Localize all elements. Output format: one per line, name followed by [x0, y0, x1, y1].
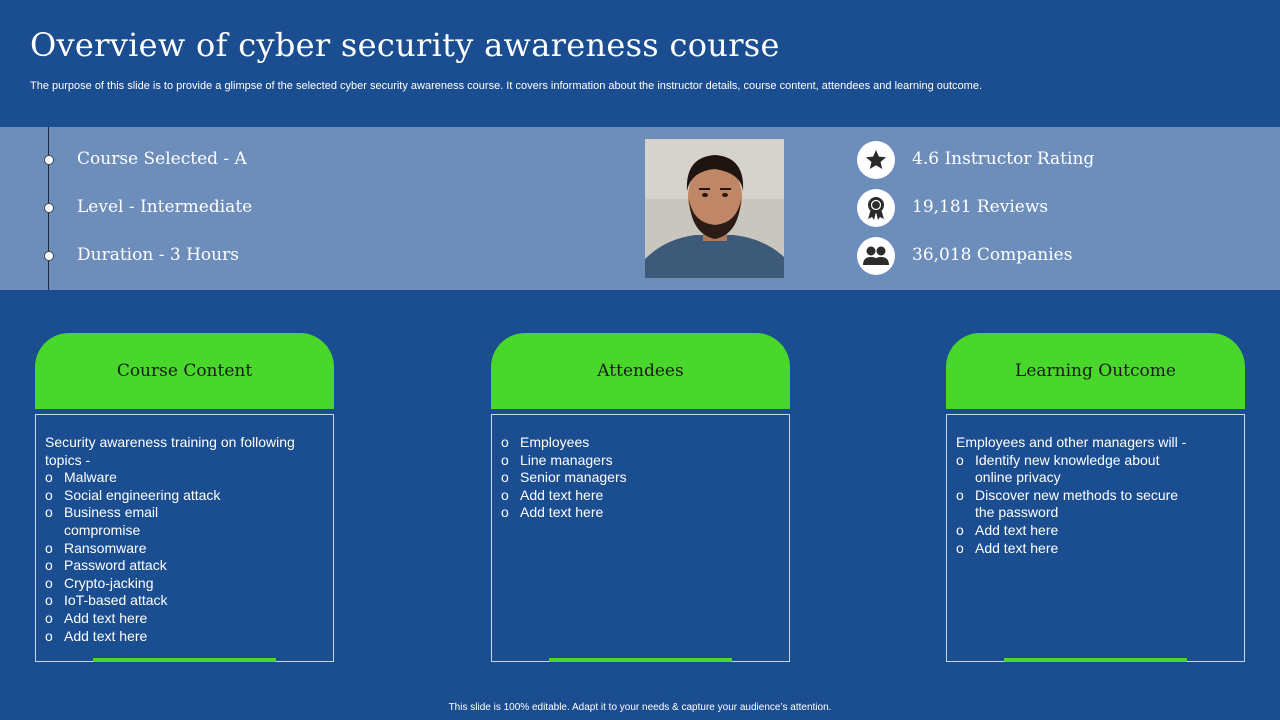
- list-item: o Crypto-jacking: [45, 575, 324, 593]
- timeline-dot: [44, 155, 54, 165]
- reviews-count-text: 19,181 Reviews: [912, 197, 1049, 217]
- attendees-heading: Attendees: [597, 361, 684, 381]
- course-content-intro: Security awareness training on following topics -: [45, 434, 295, 468]
- list-item: o Business email compromise: [45, 504, 184, 539]
- star-icon: [857, 141, 895, 179]
- learning-outcome-header: [946, 333, 1245, 409]
- attendees-accent-bar: [549, 658, 732, 662]
- list-item: o Line managers: [501, 452, 780, 470]
- instructor-photo: [645, 139, 784, 278]
- timeline-dot: [44, 203, 54, 213]
- slide-subtitle: The purpose of this slide is to provide a glimpse of the selected cyber security awareness course. It covers information about the instructor details, course content, attendees and learning outcome.: [30, 80, 983, 92]
- instructor-portrait-icon: [645, 139, 784, 278]
- list-item: o Add text here: [45, 610, 324, 628]
- course-content-header: [35, 333, 334, 409]
- course-selected-text: Course Selected - A: [77, 149, 247, 169]
- attendees-list: [501, 434, 780, 522]
- learning-outcome-heading: Learning Outcome: [1015, 361, 1176, 381]
- list-item: o Malware: [45, 469, 324, 487]
- learning-outcome-list: [956, 452, 1235, 558]
- list-item: o Add text here: [956, 540, 1235, 558]
- slide-title: Overview of cyber security awareness course: [30, 26, 780, 64]
- list-item: o Password attack: [45, 557, 324, 575]
- list-item: o Senior managers: [501, 469, 780, 487]
- timeline-dot: [44, 251, 54, 261]
- companies-count-text: 36,018 Companies: [912, 245, 1073, 265]
- people-icon: [857, 237, 895, 275]
- attendees-header: [491, 333, 790, 409]
- course-content-accent-bar: [93, 658, 276, 662]
- learning-outcome-intro: Employees and other managers will -: [956, 434, 1187, 450]
- course-content-heading: Course Content: [116, 361, 253, 381]
- award-ribbon-icon: [857, 189, 895, 227]
- course-level-text: Level - Intermediate: [77, 197, 253, 217]
- instructor-rating-text: 4.6 Instructor Rating: [912, 149, 1095, 169]
- slide-footer: This slide is 100% editable. Adapt it to your needs & capture your audience’s attention.: [448, 702, 832, 713]
- list-item: o Employees: [501, 434, 780, 452]
- list-item: o Add text here: [956, 522, 1235, 540]
- list-item: o Add text here: [501, 504, 780, 522]
- list-item: o Add text here: [45, 628, 324, 646]
- list-item: o Social engineering attack: [45, 487, 324, 505]
- list-item: o Identify new knowledge about online privacy: [956, 452, 1175, 487]
- course-content-card: [35, 414, 334, 662]
- list-item: o Discover new methods to secure the password: [956, 487, 1195, 522]
- list-item: o Add text here: [501, 487, 780, 505]
- attendees-card: [491, 414, 790, 662]
- list-item: o IoT-based attack: [45, 592, 324, 610]
- learning-outcome-card: [946, 414, 1245, 662]
- list-item: o Ransomware: [45, 540, 324, 558]
- course-duration-text: Duration - 3 Hours: [77, 245, 239, 265]
- learning-outcome-accent-bar: [1004, 658, 1187, 662]
- course-content-list: [45, 469, 324, 645]
